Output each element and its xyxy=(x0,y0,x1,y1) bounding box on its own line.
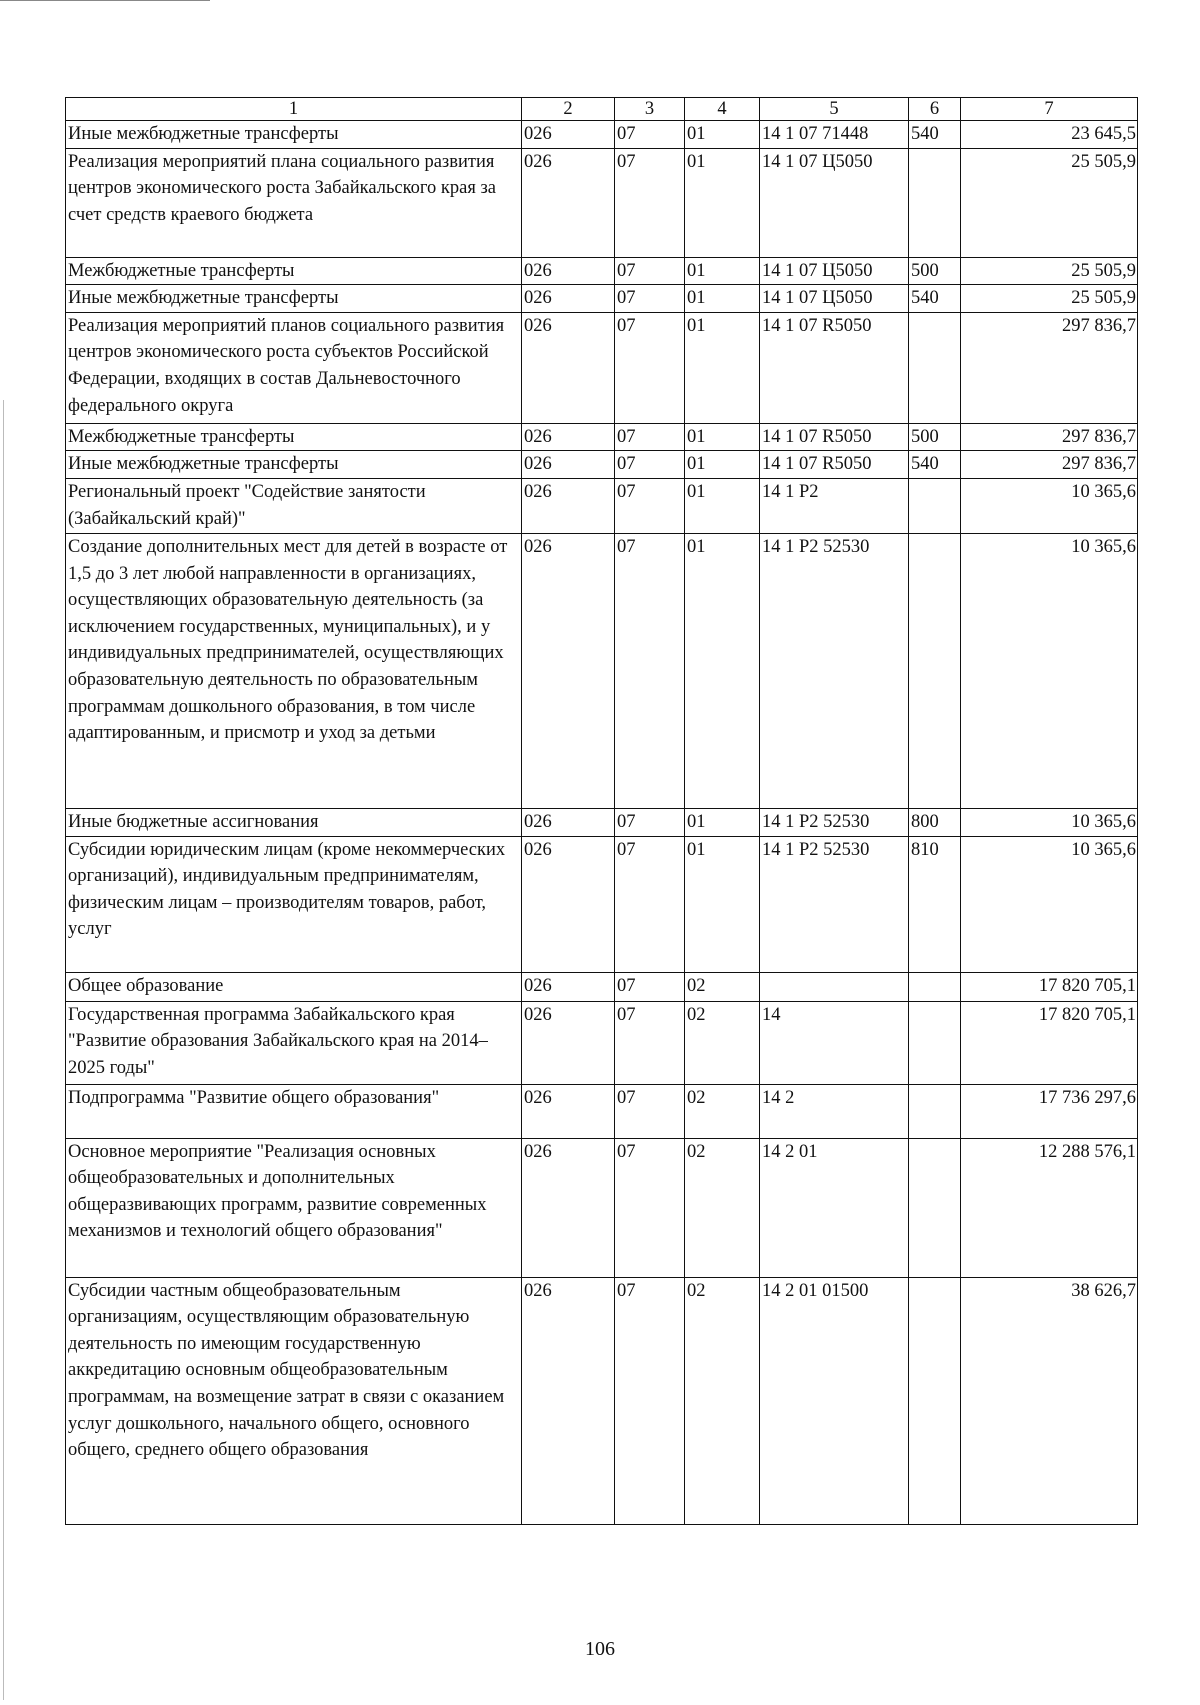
code-pr-cell: 01 xyxy=(685,285,760,313)
amount-cell: 38 626,7 xyxy=(961,1277,1138,1524)
header-cell: 4 xyxy=(685,98,760,121)
table-row xyxy=(66,148,1138,257)
code-pr-cell: 01 xyxy=(685,312,760,423)
code-pr-cell: 02 xyxy=(685,1138,760,1277)
code-rz-cell: 07 xyxy=(615,285,685,313)
code-csr-cell: 14 1 07 R5050 xyxy=(760,312,909,423)
code-gr-cell: 026 xyxy=(522,121,615,149)
page-number: 106 xyxy=(585,1638,615,1660)
code-gr-cell: 026 xyxy=(522,836,615,972)
code-pr-cell: 01 xyxy=(685,423,760,451)
code-vr-cell: 540 xyxy=(909,451,961,479)
header-cell: 1 xyxy=(66,98,522,121)
table-row xyxy=(66,972,1138,1001)
code-rz-cell: 07 xyxy=(615,836,685,972)
amount-cell: 10 365,6 xyxy=(961,836,1138,972)
row-name-cell: Иные бюджетные ассигнования xyxy=(66,808,522,836)
amount-cell: 25 505,9 xyxy=(961,285,1138,313)
code-gr-cell: 026 xyxy=(522,1001,615,1084)
code-vr-cell xyxy=(909,972,961,1001)
amount-cell: 23 645,5 xyxy=(961,121,1138,149)
table-row xyxy=(66,1138,1138,1277)
code-csr-cell: 14 1 07 Ц5050 xyxy=(760,148,909,257)
code-csr-cell: 14 1 07 71448 xyxy=(760,121,909,149)
amount-cell: 297 836,7 xyxy=(961,423,1138,451)
row-name-cell: Создание дополнительных мест для детей в возрасте от 1,5 до 3 лет любой направленности в организациях, осуществляющих образовательную деятельность (за исключением государственных, муниципальных), и у индивидуальных предпринимателей, осуществляющих образовательную деятельность по образовательным программам дошкольного образования, в том числе адаптированным, и присмотр и уход за детьми xyxy=(66,533,522,808)
code-csr-cell: 14 1 07 Ц5050 xyxy=(760,285,909,313)
code-vr-cell xyxy=(909,533,961,808)
code-pr-cell: 02 xyxy=(685,1001,760,1084)
code-gr-cell: 026 xyxy=(522,257,615,285)
amount-cell: 17 736 297,6 xyxy=(961,1084,1138,1138)
code-pr-cell: 01 xyxy=(685,148,760,257)
row-name-cell: Реализация мероприятий планов социального развития центров экономического роста субъектов Российской Федерации, входящих в состав Дальневосточного федерального округа xyxy=(66,312,522,423)
code-csr-cell: 14 xyxy=(760,1001,909,1084)
row-name-cell: Государственная программа Забайкальского края "Развитие образования Забайкальского края на 2014–2025 годы" xyxy=(66,1001,522,1084)
table-row xyxy=(66,312,1138,423)
table-row xyxy=(66,121,1138,149)
code-csr-cell: 14 1 07 R5050 xyxy=(760,423,909,451)
amount-cell: 12 288 576,1 xyxy=(961,1138,1138,1277)
code-csr-cell: 14 1 P2 52530 xyxy=(760,533,909,808)
code-rz-cell: 07 xyxy=(615,451,685,479)
amount-cell: 10 365,6 xyxy=(961,808,1138,836)
header-cell: 5 xyxy=(760,98,909,121)
code-vr-cell xyxy=(909,1277,961,1524)
table-header-row xyxy=(66,98,1138,121)
budget-table xyxy=(65,97,1138,1525)
scan-edge-line xyxy=(0,0,210,1)
code-gr-cell: 026 xyxy=(522,451,615,479)
code-pr-cell: 01 xyxy=(685,808,760,836)
code-csr-cell: 14 1 07 Ц5050 xyxy=(760,257,909,285)
header-cell: 3 xyxy=(615,98,685,121)
table-row xyxy=(66,257,1138,285)
code-rz-cell: 07 xyxy=(615,312,685,423)
code-rz-cell: 07 xyxy=(615,148,685,257)
row-name-cell: Региональный проект "Содействие занятости (Забайкальский край)" xyxy=(66,478,522,533)
code-gr-cell: 026 xyxy=(522,808,615,836)
code-rz-cell: 07 xyxy=(615,1084,685,1138)
table-row xyxy=(66,451,1138,479)
table-row xyxy=(66,423,1138,451)
code-gr-cell: 026 xyxy=(522,972,615,1001)
code-pr-cell: 02 xyxy=(685,1277,760,1524)
code-csr-cell: 14 1 07 R5050 xyxy=(760,451,909,479)
row-name-cell: Реализация мероприятий плана социального развития центров экономического роста Забайкальского края за счет средств краевого бюджета xyxy=(66,148,522,257)
code-gr-cell: 026 xyxy=(522,1084,615,1138)
code-vr-cell: 500 xyxy=(909,423,961,451)
code-gr-cell: 026 xyxy=(522,285,615,313)
table-row xyxy=(66,808,1138,836)
table-row xyxy=(66,836,1138,972)
header-cell: 2 xyxy=(522,98,615,121)
code-rz-cell: 07 xyxy=(615,1001,685,1084)
row-name-cell: Межбюджетные трансферты xyxy=(66,423,522,451)
code-csr-cell: 14 1 P2 xyxy=(760,478,909,533)
row-name-cell: Иные межбюджетные трансферты xyxy=(66,451,522,479)
amount-cell: 25 505,9 xyxy=(961,148,1138,257)
table-row xyxy=(66,1277,1138,1524)
code-gr-cell: 026 xyxy=(522,478,615,533)
table-row xyxy=(66,285,1138,313)
amount-cell: 297 836,7 xyxy=(961,451,1138,479)
code-rz-cell: 07 xyxy=(615,1277,685,1524)
code-gr-cell: 026 xyxy=(522,312,615,423)
code-pr-cell: 01 xyxy=(685,257,760,285)
code-gr-cell: 026 xyxy=(522,1277,615,1524)
code-vr-cell: 810 xyxy=(909,836,961,972)
code-rz-cell: 07 xyxy=(615,1138,685,1277)
amount-cell: 297 836,7 xyxy=(961,312,1138,423)
code-rz-cell: 07 xyxy=(615,808,685,836)
code-gr-cell: 026 xyxy=(522,148,615,257)
code-rz-cell: 07 xyxy=(615,972,685,1001)
code-csr-cell: 14 2 01 01500 xyxy=(760,1277,909,1524)
header-cell: 6 xyxy=(909,98,961,121)
table-row xyxy=(66,478,1138,533)
code-rz-cell: 07 xyxy=(615,478,685,533)
code-vr-cell xyxy=(909,1084,961,1138)
code-vr-cell: 540 xyxy=(909,121,961,149)
code-vr-cell xyxy=(909,312,961,423)
header-cell: 7 xyxy=(961,98,1138,121)
code-pr-cell: 01 xyxy=(685,478,760,533)
code-vr-cell: 540 xyxy=(909,285,961,313)
code-csr-cell: 14 2 xyxy=(760,1084,909,1138)
scan-edge-line xyxy=(3,400,4,1700)
code-pr-cell: 02 xyxy=(685,1084,760,1138)
code-vr-cell: 800 xyxy=(909,808,961,836)
code-gr-cell: 026 xyxy=(522,533,615,808)
code-csr-cell: 14 2 01 xyxy=(760,1138,909,1277)
code-csr-cell: 14 1 P2 52530 xyxy=(760,836,909,972)
code-rz-cell: 07 xyxy=(615,257,685,285)
code-vr-cell xyxy=(909,148,961,257)
table-row xyxy=(66,1084,1138,1138)
code-csr-cell xyxy=(760,972,909,1001)
code-pr-cell: 01 xyxy=(685,121,760,149)
row-name-cell: Межбюджетные трансферты xyxy=(66,257,522,285)
code-gr-cell: 026 xyxy=(522,423,615,451)
code-pr-cell: 02 xyxy=(685,972,760,1001)
amount-cell: 10 365,6 xyxy=(961,478,1138,533)
amount-cell: 25 505,9 xyxy=(961,257,1138,285)
code-gr-cell: 026 xyxy=(522,1138,615,1277)
code-vr-cell xyxy=(909,1138,961,1277)
code-rz-cell: 07 xyxy=(615,121,685,149)
row-name-cell: Подпрограмма "Развитие общего образования" xyxy=(66,1084,522,1138)
row-name-cell: Иные межбюджетные трансферты xyxy=(66,121,522,149)
code-rz-cell: 07 xyxy=(615,423,685,451)
code-vr-cell: 500 xyxy=(909,257,961,285)
amount-cell: 17 820 705,1 xyxy=(961,972,1138,1001)
amount-cell: 10 365,6 xyxy=(961,533,1138,808)
table-row xyxy=(66,1001,1138,1084)
row-name-cell: Общее образование xyxy=(66,972,522,1001)
row-name-cell: Иные межбюджетные трансферты xyxy=(66,285,522,313)
row-name-cell: Основное мероприятие "Реализация основных общеобразовательных и дополнительных общеразвивающих программ, развитие современных механизмов и технологий общего образования" xyxy=(66,1138,522,1277)
amount-cell: 17 820 705,1 xyxy=(961,1001,1138,1084)
table-row xyxy=(66,533,1138,808)
code-rz-cell: 07 xyxy=(615,533,685,808)
code-vr-cell xyxy=(909,1001,961,1084)
code-vr-cell xyxy=(909,478,961,533)
row-name-cell: Субсидии частным общеобразовательным организациям, осуществляющим образовательную деятельность по имеющим государственную аккредитацию основным общеобразовательным программам, на возмещение затрат в связи с оказанием услуг дошкольного, начального общего, основного общего, среднего общего образования xyxy=(66,1277,522,1524)
code-pr-cell: 01 xyxy=(685,451,760,479)
code-pr-cell: 01 xyxy=(685,533,760,808)
row-name-cell: Субсидии юридическим лицам (кроме некоммерческих организаций), индивидуальным предпринимателям, физическим лицам – производителям товаров, работ, услуг xyxy=(66,836,522,972)
code-csr-cell: 14 1 P2 52530 xyxy=(760,808,909,836)
code-pr-cell: 01 xyxy=(685,836,760,972)
